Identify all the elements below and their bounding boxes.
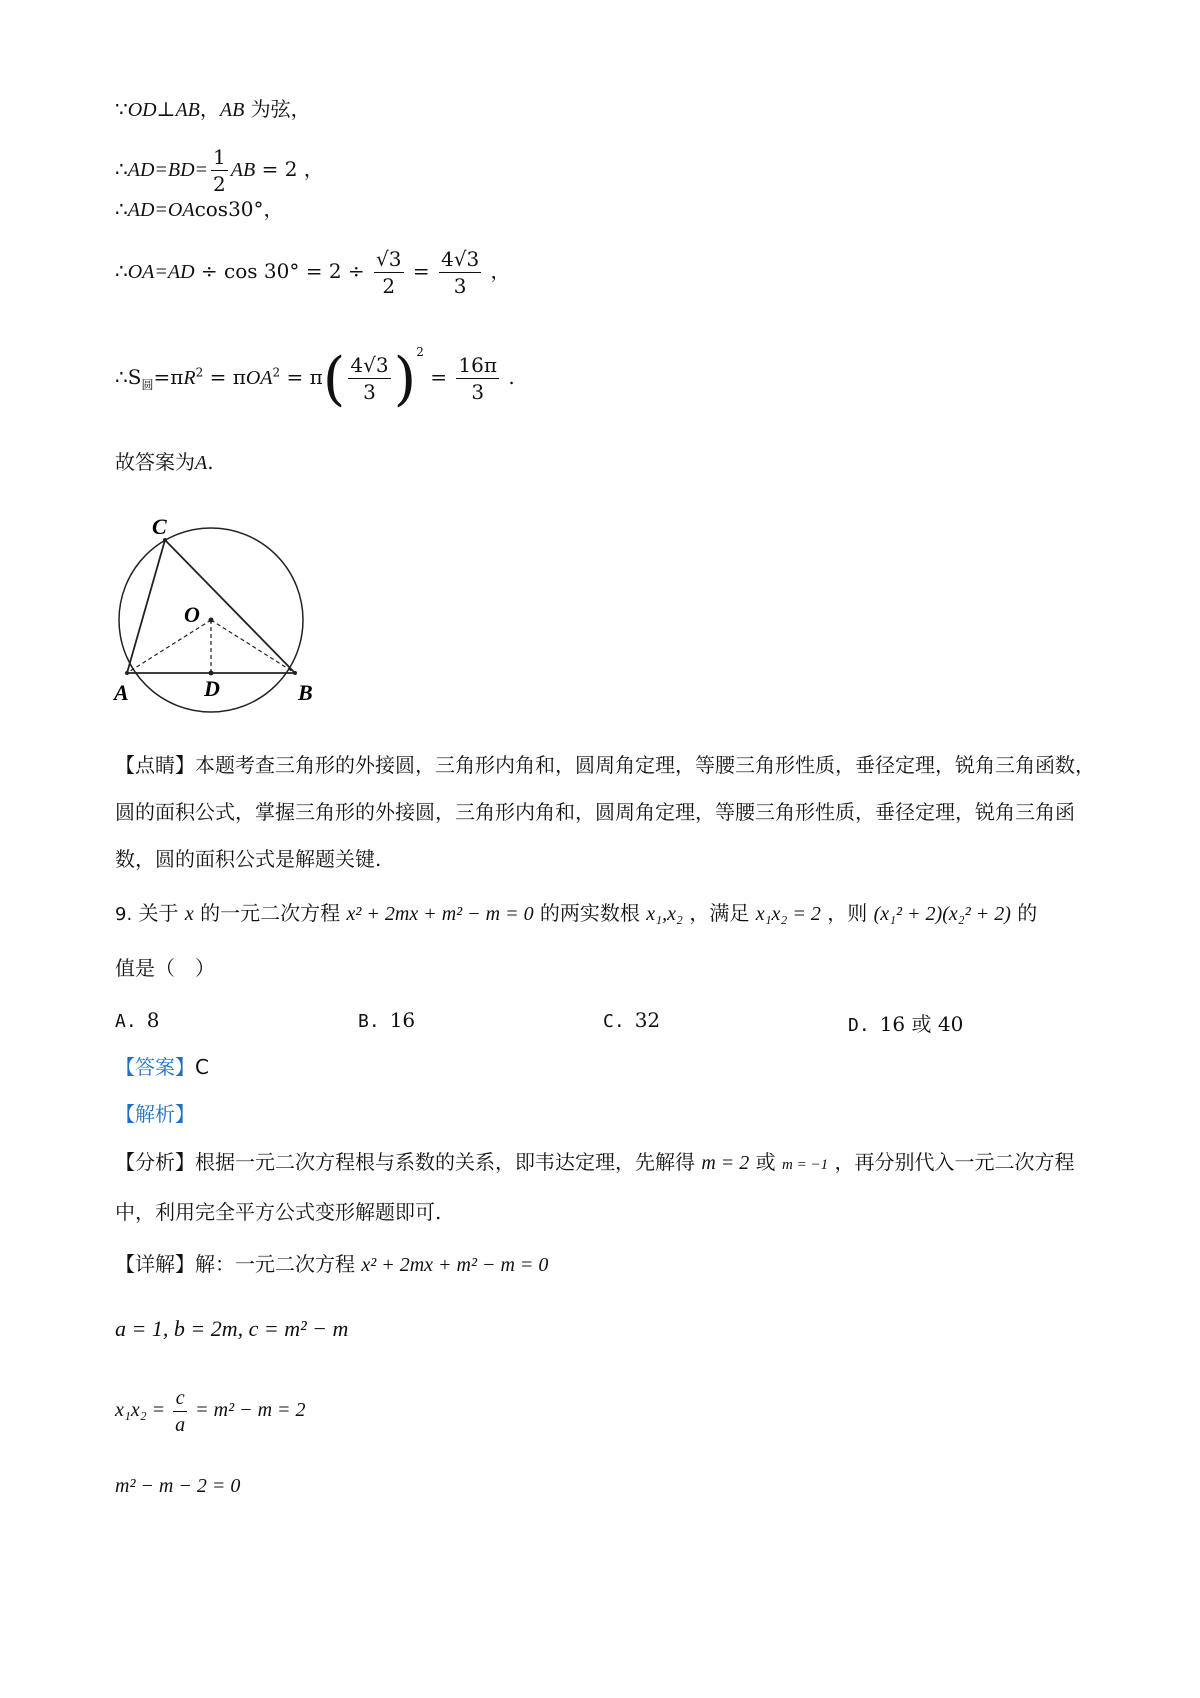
label-c: C <box>152 514 167 539</box>
answer-line <box>115 1055 209 1079</box>
therefore-symbol: ∴ <box>115 259 128 283</box>
right-paren: ) <box>393 344 417 413</box>
ab-var: AB <box>175 99 200 121</box>
label-o: O <box>184 602 200 627</box>
option-label: A. <box>115 1011 137 1032</box>
therefore-symbol: ∴ <box>115 365 128 389</box>
question-text: 的一元二次方程 <box>193 901 347 925</box>
product-lhs: x₁x₂ = <box>115 1399 171 1422</box>
fraction-c-over-a <box>173 1385 187 1438</box>
denominator: 3 <box>471 380 485 404</box>
option-label: D. <box>848 1015 870 1036</box>
analysis-tag: 【解析】 <box>115 1102 195 1126</box>
exponent: 2 <box>272 365 281 380</box>
option-value: 16 或 40 <box>879 1012 964 1036</box>
numerator: 4√3 <box>440 247 480 271</box>
denominator: 3 <box>363 380 376 404</box>
equals: = <box>423 365 454 389</box>
ad-var: AD <box>167 261 195 283</box>
oa-var: OA= <box>127 261 168 283</box>
s-var: S <box>127 365 142 389</box>
question-text: 值是（ ） <box>115 956 215 980</box>
ab-var-2: AB <box>219 99 245 121</box>
option-value: 8 <box>146 1008 160 1032</box>
comma: ， <box>199 97 220 121</box>
question-9-line-2 <box>115 956 215 980</box>
fraction-4root3-over-3 <box>439 246 481 299</box>
equals: = <box>406 259 436 283</box>
fraction-16pi-over-3 <box>456 352 499 405</box>
comment-paragraph: 【点睛】本题考查三角形的外接圆，三角形内角和，圆周角定理，等腰三角形性质，垂径定理，锐角三角函数，圆的面积公式，掌握三角形的外接圆，三角形内角和，圆周角定理，等腰三角形性质，垂径定理，锐角三角函数，圆的面积公式是解题关键. <box>115 753 1095 871</box>
r-var: R <box>183 367 196 389</box>
question-text: 关于 <box>132 901 185 925</box>
comma: ， <box>484 259 511 283</box>
detail-line-1 <box>115 1252 548 1277</box>
roots: x₁,x₂ <box>646 903 683 925</box>
perp-symbol: ⊥ <box>156 97 176 121</box>
ad-oa-text: AD=OA <box>127 199 195 221</box>
exponent: 2 <box>416 345 424 359</box>
numerator: 1 <box>213 145 226 169</box>
denominator: 2 <box>213 172 226 196</box>
question-text: ，满足 <box>682 901 756 925</box>
analysis-text: 【分析】根据一元二次方程根与系数的关系，即韦达定理，先解得 <box>115 1150 702 1174</box>
line-ad-cos <box>115 197 284 222</box>
therefore-symbol: ∴ <box>115 197 128 221</box>
line-given-od-perp-ab <box>115 97 311 122</box>
question-text: 的 <box>1010 901 1038 925</box>
point-a <box>125 671 129 675</box>
line-area <box>115 340 515 413</box>
equals-pi: =π <box>153 365 184 389</box>
od-var: OD <box>127 99 157 121</box>
division-text: ÷ cos 30° = 2 ÷ <box>194 259 372 283</box>
denominator: 2 <box>382 274 396 298</box>
option-a[interactable] <box>115 1008 159 1032</box>
circle-subscript: 圆 <box>141 378 154 392</box>
question-text: ，则 <box>820 901 874 925</box>
point-b <box>293 671 297 675</box>
option-label: C. <box>603 1011 625 1032</box>
denominator: 3 <box>453 274 467 298</box>
quadratic-equation: x² + 2mx + m² − m = 0 <box>346 903 534 925</box>
point-o <box>209 618 214 623</box>
option-value: 16 <box>389 1008 416 1032</box>
because-symbol: ∵ <box>115 97 128 121</box>
option-d[interactable] <box>848 1008 963 1037</box>
fraction-4root3-over-3 <box>348 352 390 405</box>
period: . <box>207 450 214 474</box>
denominator: a <box>175 1414 186 1436</box>
segment-ca <box>127 540 165 673</box>
numerator: c <box>173 1385 187 1412</box>
analysis-paragraph <box>115 1139 1095 1236</box>
answer-tag: 【答案】 <box>115 1055 195 1079</box>
cos30-text: cos30°， <box>194 197 284 221</box>
m-equals-2: m = 2 <box>701 1152 750 1174</box>
point-d <box>209 671 214 676</box>
option-value: 32 <box>634 1008 661 1032</box>
label-d: D <box>204 676 220 701</box>
numerator: 4√3 <box>350 353 389 377</box>
chord-text: 为弦， <box>244 97 311 121</box>
option-b[interactable] <box>358 1008 415 1032</box>
label-b: B <box>298 680 313 705</box>
question-9-line-1 <box>115 901 1037 927</box>
m-equals-neg1: m = −1 <box>782 1157 829 1173</box>
equals-pi: = π <box>280 365 323 389</box>
equals-two: = 2 ， <box>255 157 324 181</box>
detail-coefficients: a = 1, b = 2m, c = m² − m <box>115 1316 349 1341</box>
circle-diagram <box>108 510 348 720</box>
line-ad-bd <box>115 144 324 197</box>
line-answer-a <box>115 450 214 475</box>
ab-var: AB <box>230 159 256 181</box>
root-product: x₁x₂ = 2 <box>755 903 821 925</box>
question-text: 的两实数根 <box>533 901 647 925</box>
dashed-ob <box>211 620 295 673</box>
analysis-text: ，再分别代入一元二次方程中，利用完全平方公式变形解题即可. <box>115 1150 1075 1224</box>
detail-text: 【详解】解：一元二次方程 <box>115 1252 362 1276</box>
question-number: 9. <box>115 904 133 925</box>
detail-final-equation: m² − m − 2 = 0 <box>115 1475 241 1497</box>
x-var: x <box>184 903 194 925</box>
left-paren: ( <box>322 344 346 413</box>
fraction-half <box>211 144 228 197</box>
analysis-text: 或 <box>749 1150 783 1174</box>
option-c[interactable] <box>603 1008 660 1032</box>
answer-is-text: 故答案为 <box>115 450 195 474</box>
fraction-root3-over-2 <box>374 246 403 299</box>
quadratic-equation: x² + 2mx + m² − m = 0 <box>361 1254 549 1276</box>
detail-product <box>115 1385 306 1438</box>
oa-var: OA <box>245 367 273 389</box>
numerator: √3 <box>376 247 402 271</box>
option-label: B. <box>358 1011 380 1032</box>
answer-value: C <box>195 1055 209 1079</box>
product-rhs: = m² − m = 2 <box>190 1399 306 1422</box>
therefore-symbol: ∴ <box>115 157 128 181</box>
answer-letter: A <box>195 452 208 474</box>
numerator: 16π <box>458 353 497 377</box>
equals-pi: = π <box>203 365 246 389</box>
period: . <box>501 365 515 389</box>
target-expression: (x₁² + 2)(x₂² + 2) <box>873 903 1011 925</box>
exponent: 2 <box>195 365 204 380</box>
line-oa-value <box>115 246 511 299</box>
label-a: A <box>114 680 129 705</box>
ad-bd-text: AD=BD= <box>127 159 209 181</box>
